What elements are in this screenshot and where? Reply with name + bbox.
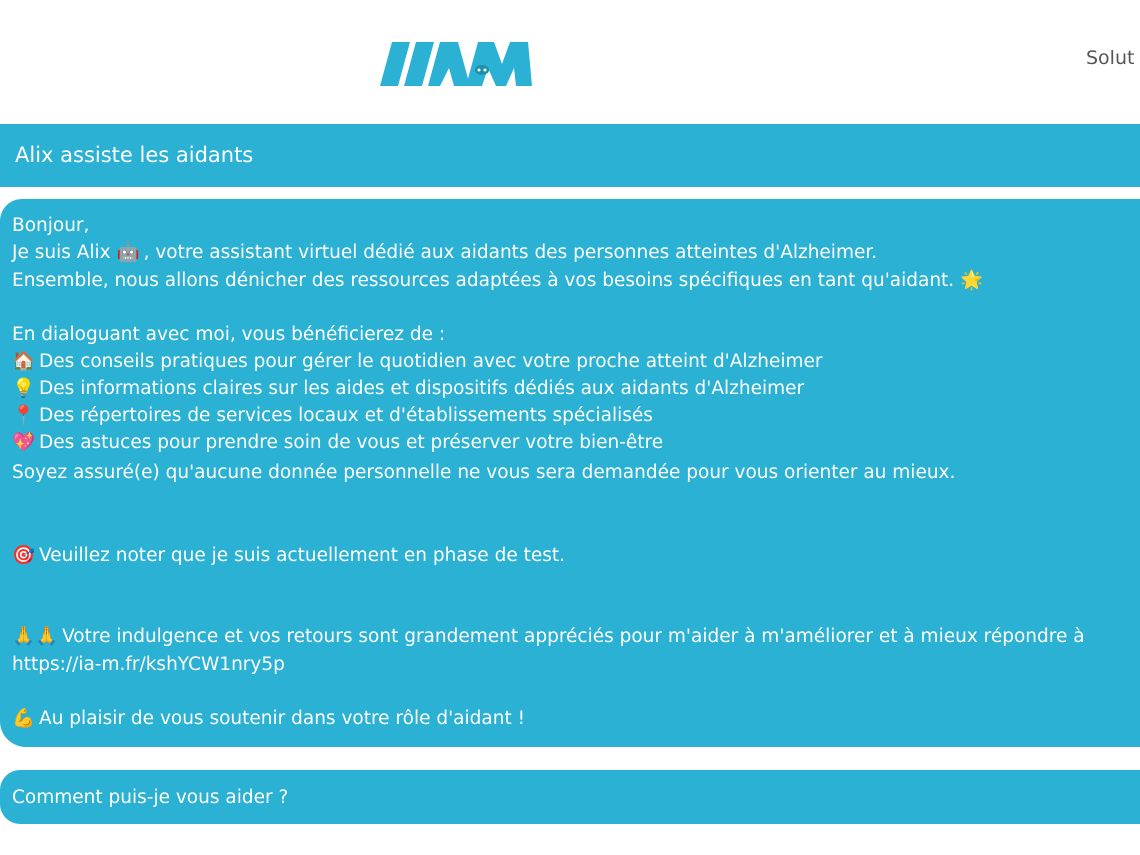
benefit-text: Des répertoires de services locaux et d'établissements spécialisés bbox=[39, 405, 653, 426]
benefits-intro: En dialoguant avec moi, vous bénéficierez de : bbox=[12, 324, 446, 345]
closing-line bbox=[12, 707, 525, 731]
feedback-text: Votre indulgence et vos retours sont grandement appréciés pour m'aider à m'améliorer et à mieux répondre à bbox=[62, 626, 1085, 647]
benefit-text: Des conseils pratiques pour gérer le quotidien avec votre proche atteint d'Alzheimer bbox=[39, 351, 823, 372]
heart-icon: 💖 bbox=[12, 432, 36, 453]
chat-input[interactable] bbox=[12, 779, 1122, 815]
intro-line bbox=[12, 241, 877, 265]
benefit-item bbox=[12, 377, 804, 401]
intro-pre: Je suis Alix bbox=[12, 242, 111, 263]
bot-welcome-message bbox=[0, 199, 1140, 747]
chat-title: Alix assiste les aidants bbox=[15, 143, 254, 167]
together-line bbox=[12, 269, 987, 293]
benefit-item bbox=[12, 350, 823, 374]
target-icon: 🎯 bbox=[12, 545, 36, 566]
iam-logo[interactable] bbox=[378, 34, 534, 88]
house-icon: 🏠 bbox=[12, 351, 36, 372]
lightbulb-icon: 💡 bbox=[12, 378, 36, 399]
test-notice-line bbox=[12, 544, 565, 568]
chat-title-bar bbox=[0, 124, 1140, 187]
robot-icon: 🤖 bbox=[116, 242, 140, 263]
benefit-item bbox=[12, 431, 663, 455]
benefit-text: Des astuces pour prendre soin de vous et préserver votre bien-être bbox=[39, 432, 664, 453]
chat-input-bar bbox=[0, 770, 1140, 824]
benefit-item bbox=[12, 404, 653, 428]
sparkle-star-icon: 🌟 bbox=[960, 270, 984, 291]
closing-text: Au plaisir de vous soutenir dans votre rôle d'aidant ! bbox=[39, 708, 526, 729]
nav-solutions-link[interactable]: Solut bbox=[1086, 47, 1135, 69]
greeting-text: Bonjour, bbox=[12, 215, 90, 236]
pushpin-icon: 📍 bbox=[12, 405, 36, 426]
feedback-link[interactable]: https://ia-m.fr/kshYCW1nry5p bbox=[12, 654, 285, 675]
test-notice-text: Veuillez noter que je suis actuellement en phase de test. bbox=[39, 545, 565, 566]
together-text: Ensemble, nous allons dénicher des ressources adaptées à vos besoins spécifiques en tant qu'aidant. bbox=[12, 270, 955, 291]
feedback-line bbox=[12, 625, 1085, 649]
praying-hands-icon: 🙏🙏 bbox=[12, 626, 59, 647]
benefit-text: Des informations claires sur les aides et dispositifs dédiés aux aidants d'Alzheimer bbox=[39, 378, 805, 399]
privacy-text: Soyez assuré(e) qu'aucune donnée personnelle ne vous sera demandée pour vous orienter au mieux. bbox=[12, 462, 956, 483]
flexed-biceps-icon: 💪 bbox=[12, 708, 36, 729]
intro-post: , votre assistant virtuel dédié aux aidants des personnes atteintes d'Alzheimer. bbox=[143, 242, 878, 263]
site-header bbox=[0, 0, 1140, 120]
